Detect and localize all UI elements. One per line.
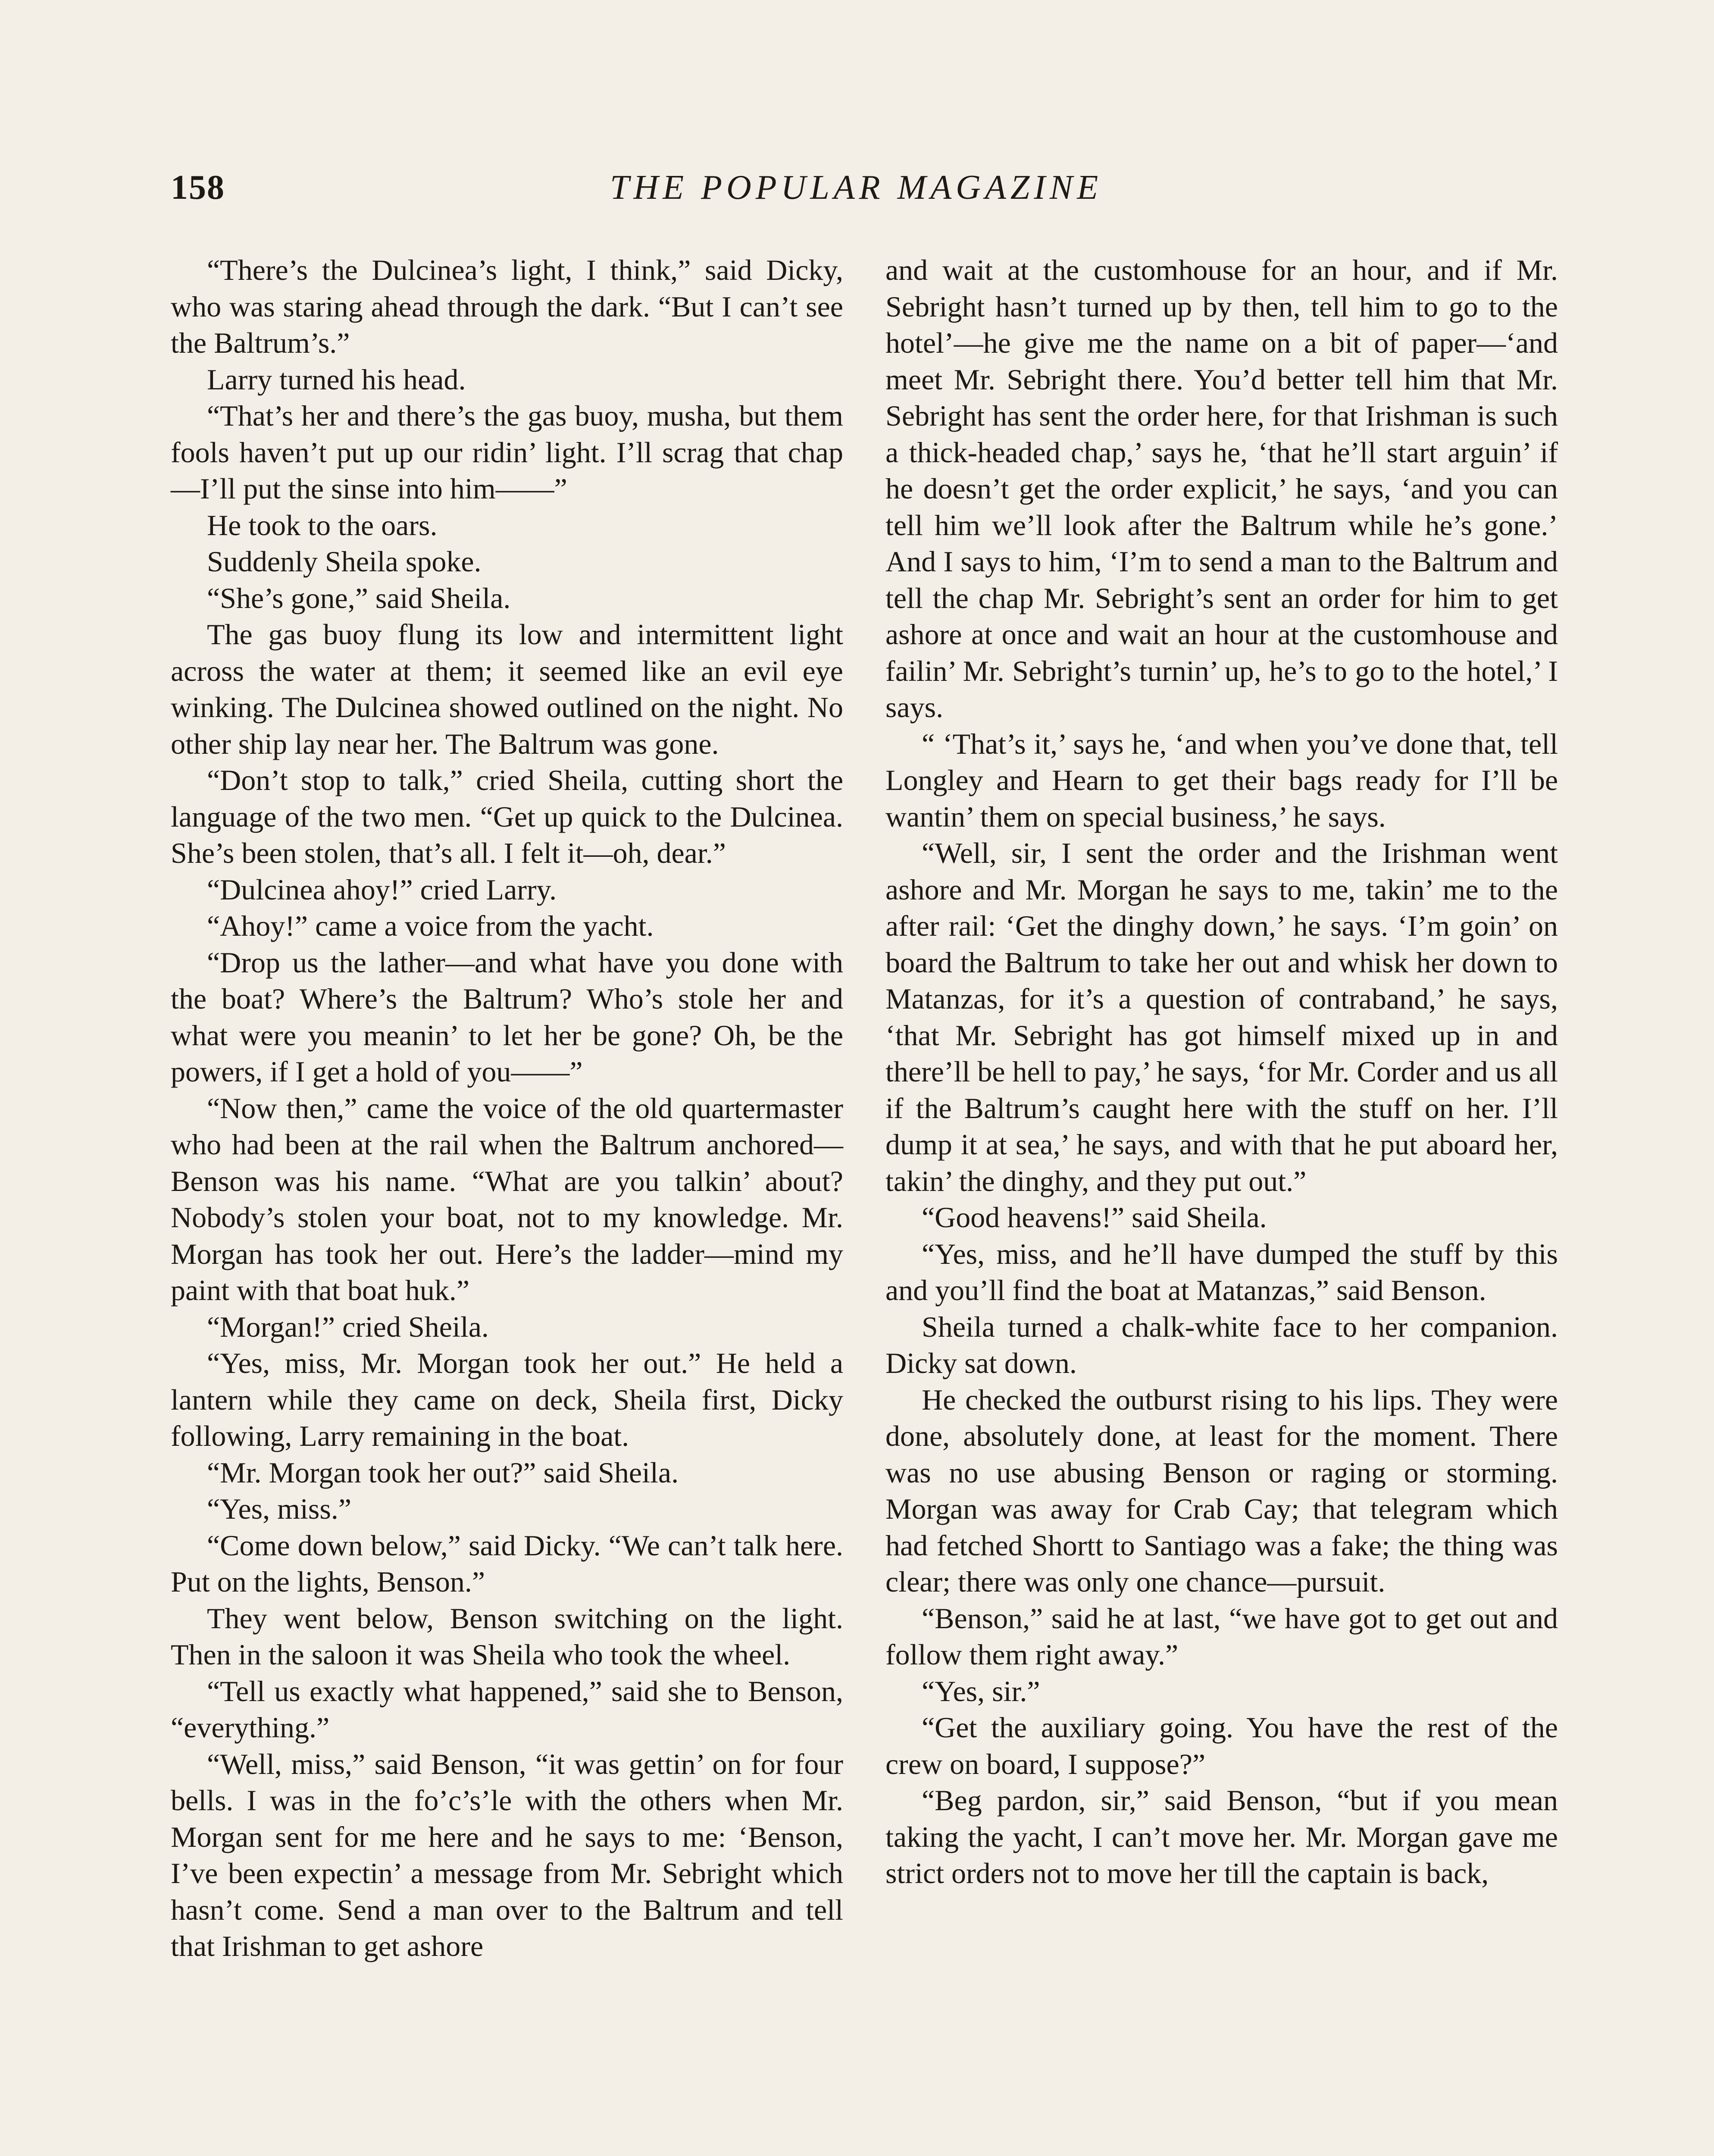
paragraph: “Morgan!” cried Sheila. <box>207 1310 489 1343</box>
paragraph: Suddenly Sheila spoke. <box>207 545 482 578</box>
paragraph: “Yes, miss.” <box>207 1492 352 1525</box>
page-number: 158 <box>171 169 225 207</box>
paragraph: He checked the outburst rising to his lips. They were done, absolutely done, at least for the moment. There was no use abusing Benson or raging or storming. Morgan was away for Crab Cay; that telegram which had fetched Shortt to Santiago was a fake; the thing was clear; there was only one chance—pursuit. <box>885 1383 1558 1598</box>
paragraph: “Yes, miss, and he’ll have dumped the stuff by this and you’ll find the boat at Matanzas,” said Benson. <box>885 1237 1558 1307</box>
paragraph: “Tell us exactly what happened,” said she to Benson, “everything.” <box>171 1674 843 1744</box>
paragraph: He took to the oars. <box>207 508 438 542</box>
paragraph: “Yes, sir.” <box>922 1674 1040 1708</box>
page-header <box>171 168 1117 216</box>
paragraph: “Don’t stop to talk,” cried Sheila, cutting short the language of the two men. “Get up quick to the Dulcinea. She’s been stolen, that’s all. I felt it—oh, dear.” <box>171 764 843 869</box>
left-column <box>171 252 843 1965</box>
paragraph: “She’s gone,” said Sheila. <box>207 581 511 614</box>
paragraph: “Ahoy!” came a voice from the yacht. <box>207 909 654 942</box>
paragraph: “Now then,” came the voice of the old quartermaster who had been at the rail when the Baltrum anchored—Benson was his name. “What are you talkin’ about? Nobody’s stolen your boat, not to my knowledge. Mr. Morgan has took her out. Here’s the ladder—mind my paint with that boat huk.” <box>171 1091 843 1307</box>
paragraph: “Get the auxiliary going. You have the rest of the crew on board, I suppose?” <box>885 1711 1558 1780</box>
paragraph: “There’s the Dulcinea’s light, I think,” said Dicky, who was staring ahead through the dark. “But I can’t see the Baltrum’s.” <box>171 254 843 359</box>
paragraph: “Well, sir, I sent the order and the Irishman went ashore and Mr. Morgan he says to me, takin’ me to the after rail: ‘Get the dinghy down,’ he says. ‘I’m goin’ on board the Baltrum to take her out and whisk her down to Matanzas, for it’s a question of contraband,’ he says, ‘that Mr. Sebright has got himself mixed up in and there’ll be hell to pay,’ he says, ‘for Mr. Corder and us all if the Baltrum’s caught here with the stuff on her. I’ll dump it at sea,’ he says, and with that he put aboard her, takin’ the dinghy, and they put out.” <box>885 837 1558 1197</box>
paragraph: Sheila turned a chalk-white face to her companion. Dicky sat down. <box>885 1310 1558 1379</box>
paragraph: “ ‘That’s it,’ says he, ‘and when you’ve done that, tell Longley and Hearn to get their bags ready for I’ll be wantin’ them on special business,’ he says. <box>885 727 1558 833</box>
paragraph: The gas buoy flung its low and intermittent light across the water at them; it seemed like an evil eye winking. The Dulcinea showed outlined on the night. No other ship lay near her. The Baltrum was gone. <box>171 618 843 760</box>
right-column <box>885 252 1558 1892</box>
paragraph: “That’s her and there’s the gas buoy, musha, but them fools haven’t put up our ridin’ light. I’ll scrag that chap—I’ll put the sinse into him——” <box>171 399 843 505</box>
paragraph: “Dulcinea ahoy!” cried Larry. <box>207 873 557 906</box>
paragraph-continued: and wait at the customhouse for an hour, and if Mr. Sebright hasn’t turned up by then, tell him to go to the hotel’—he give me the name on a bit of paper—‘and meet Mr. Sebright there. You’d better tell him that Mr. Sebright has sent the order here, for that Irishman is such a thick-headed chap,’ says he, ‘that he’ll start arguin’ if he doesn’t get the order explicit,’ he says, ‘and you can tell him we’ll look after the Baltrum while he’s gone.’ And I says to him, ‘I’m to send a man to the Baltrum and tell the chap Mr. Sebright’s sent an order for him to get ashore at once and wait an hour at the customhouse and failin’ Mr. Sebright’s turnin’ up, he’s to go to the hotel,’ I says. <box>885 254 1558 724</box>
paragraph: “Well, miss,” said Benson, “it was gettin’ on for four bells. I was in the fo’c’s’le with the others when Mr. Morgan sent for me here and he says to me: ‘Benson, I’ve been expectin’ a message from Mr. Sebright which hasn’t come. Send a man over to the Baltrum and tell that Irishman to get ashore <box>171 1747 843 1962</box>
paragraph: “Good heavens!” said Sheila. <box>922 1201 1267 1234</box>
paragraph: “Drop us the lather—and what have you done with the boat? Where’s the Baltrum? Who’s stole her and what were you meanin’ to let her be gone? Oh, be the powers, if I get a hold of you——” <box>171 946 843 1088</box>
paragraph: “Yes, miss, Mr. Morgan took her out.” He held a lantern while they came on deck, Sheila first, Dicky following, Larry remaining in the boat. <box>171 1347 843 1452</box>
paragraph: Larry turned his head. <box>207 363 466 396</box>
paragraph: “Benson,” said he at last, “we have got to get out and follow them right away.” <box>885 1601 1558 1671</box>
running-title: THE POPULAR MAGAZINE <box>610 169 1103 207</box>
paragraph: “Come down below,” said Dicky. “We can’t talk here. Put on the lights, Benson.” <box>171 1529 843 1598</box>
paragraph: “Beg pardon, sir,” said Benson, “but if you mean taking the yacht, I can’t move her. Mr. Morgan gave me strict orders not to move her till the captain is back, <box>885 1784 1558 1890</box>
paragraph: They went below, Benson switching on the light. Then in the saloon it was Sheila who took the wheel. <box>171 1601 843 1671</box>
paragraph: “Mr. Morgan took her out?” said Sheila. <box>207 1456 679 1489</box>
